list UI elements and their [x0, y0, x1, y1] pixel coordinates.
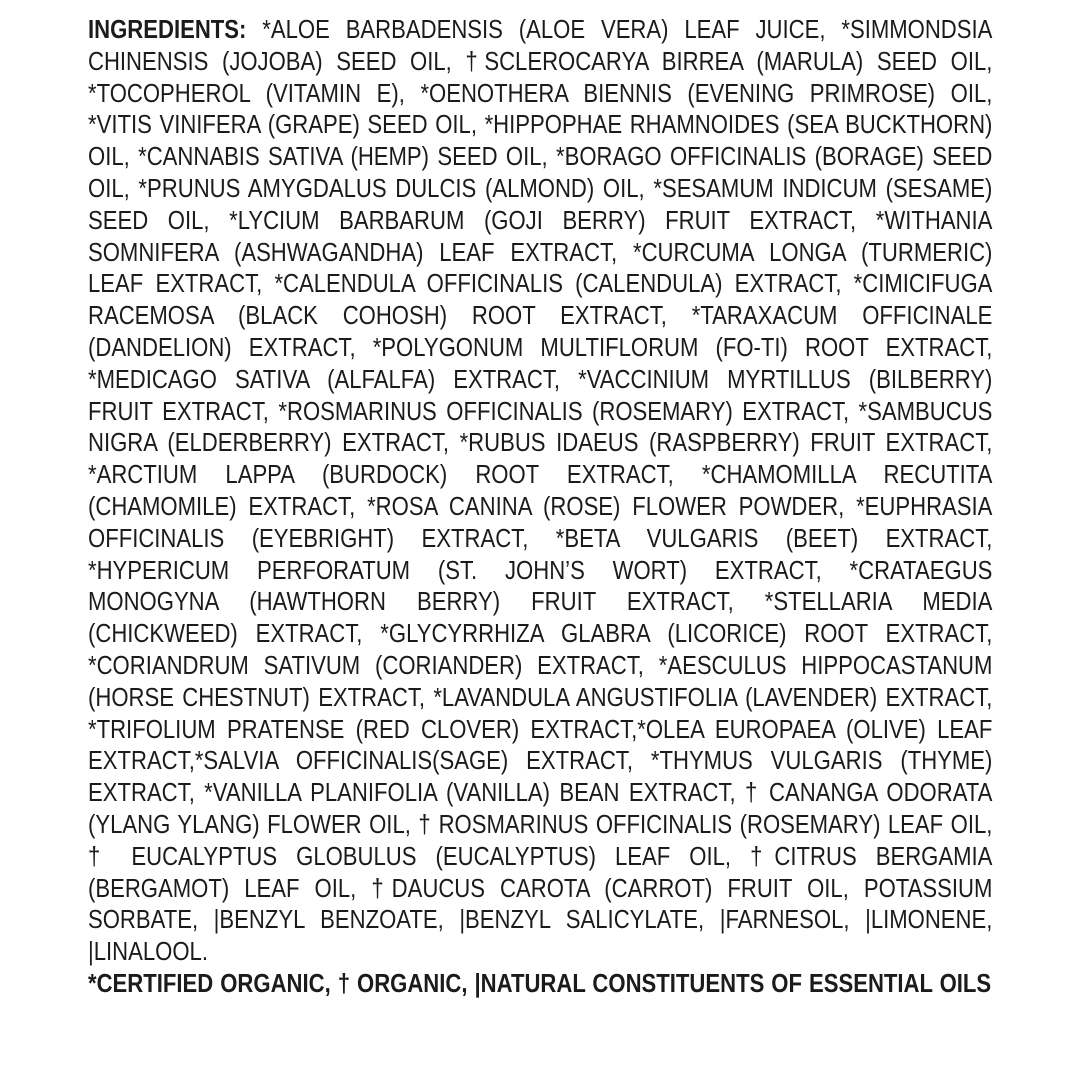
ingredients-text: *ALOE BARBADENSIS (ALOE VERA) LEAF JUICE, *SIMMONDSIA CHINENSIS (JOJOBA) SEED OIL, †SCLEROCARYA BIRREA (MARULA) SEED OIL, *TOCOPHEROL (VITAMIN E), *OENOTHERA BIENNIS (EVENING PRIMROSE) OIL, *VITIS VINIFERA (GRAPE) SEED OIL, *HIPPOPHAE RHAMNOIDES (SEA BUCKTHORN) OIL, *CANNABIS SATIVA (HEMP) SEED OIL, *BORAGO OFFICINALIS (BORAGE) SEED OIL, *PRUNUS AMYGDALUS DULCIS (ALMOND) OIL, *SESAMUM INDICUM (SESAME) SEED OIL, *LYCIUM BARBARUM (GOJI BERRY) FRUIT EXTRACT, *WITHANIA SOMNIFERA (ASHWAGANDHA) LEAF EXTRACT, *CURCUMA LONGA (TURMERIC) LEAF EXTRACT, *CALENDULA OFFICINALIS (CALENDULA) EXTRACT, *CIMICIFUGA RACEMOSA (BLACK COHOSH) ROOT EXTRACT, *TARAXACUM OFFICINALE (DANDELION) EXTRACT, *POLYGONUM MULTIFLORUM (FO-TI) ROOT EXTRACT, *MEDICAGO SATIVA (ALFALFA) EXTRACT, *VACCINIUM MYRTILLUS (BILBERRY) FRUIT EXTRACT, *ROSMARINUS OFFICINALIS (ROSEMARY) EXTRACT, *SAMBUCUS NIGRA (ELDERBERRY) EXTRACT, *RUBUS IDAEUS (RASPBERRY) FRUIT EXTRACT, *ARCTIUM LAPPA (BURDOCK) ROOT EXTRACT, *CHAMOMILLA RECUTITA (CHAMOMILE) EXTRACT, *ROSA CANINA (ROSE) FLOWER POWDER, *EUPHRASIA OFFICINALIS (EYEBRIGHT) EXTRACT, *BETA VULGARIS (BEET) EXTRACT, *HYPERICUM PERFORATUM (ST. JOHN’S WORT) EXTRACT, *CRATAEGUS MONOGYNA (HAWTHORN BERRY) FRUIT EXTRACT, *STELLARIA MEDIA (CHICKWEED) EXTRACT, *GLYCYRRHIZA GLABRA (LICORICE) ROOT EXTRACT, *CORIANDRUM SATIVUM (CORIANDER) EXTRACT, *AESCULUS HIPPOCASTANUM (HORSE CHESTNUT) EXTRACT, *LAVANDULA ANGUSTIFOLIA (LAVENDER) EXTRACT, *TRIFOLIUM PRATENSE (RED CLOVER) EXTRACT,*OLEA EUROPAEA (OLIVE) LEAF EXTRACT,*SALVIA OFFICINALIS(SAGE) EXTRACT, *THYMUS VULGARIS (THYME) EXTRACT, *VANILLA PLANIFOLIA (VANILLA) BEAN EXTRACT, † CANANGA ODORATA (YLANG YLANG) FLOWER OIL, † ROSMARINUS OFFICINALIS (ROSEMARY) LEAF OIL, † EUCALYPTUS GLOBULUS (EUCALYPTUS) LEAF OIL, †CITRUS BERGAMIA (BERGAMOT) LEAF OIL, †DAUCUS CAROTA (CARROT) FRUIT OIL, POTASSIUM SORBATE, |BENZYL BENZOATE, |BENZYL SALICYLATE, |FARNESOL, |LIMONENE, |LINALOOL. [88, 14, 993, 967]
ingredients-heading: INGREDIENTS: [88, 14, 247, 44]
ingredients-paragraph [88, 14, 992, 968]
footnote: *CERTIFIED ORGANIC, † ORGANIC, |NATURAL CONSTITUENTS OF ESSENTIAL OILS [88, 967, 992, 998]
ingredients-label [88, 14, 992, 1000]
